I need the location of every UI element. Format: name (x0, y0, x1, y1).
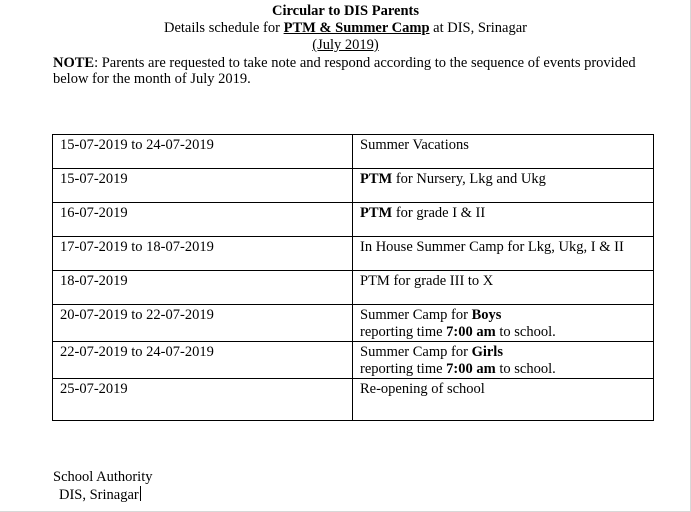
subtitle-prefix: Details schedule for (164, 20, 284, 36)
signature-block (53, 469, 153, 504)
date-cell: 15-07-2019 (53, 169, 353, 203)
event-line2-text: reporting time (360, 361, 447, 377)
subtitle-bold: PTM & Summer Camp (283, 20, 430, 36)
note-label: NOTE (53, 55, 95, 71)
event-line2-suffix: to school. (495, 361, 556, 377)
event-cell (353, 342, 654, 379)
document-header (0, 3, 691, 54)
schedule-table (52, 134, 654, 421)
signature-place: DIS, Srinagar (59, 487, 139, 503)
event-bold: Boys (471, 307, 502, 323)
event-line2-suffix: to school. (495, 324, 556, 340)
event-cell (353, 379, 654, 421)
table-row (53, 305, 654, 342)
event-line2-text: reporting time (360, 324, 447, 340)
table-row (53, 237, 654, 271)
event-text: Summer Camp for (360, 307, 472, 323)
signature-place-line[interactable] (53, 486, 153, 504)
event-bold: PTM (360, 171, 393, 187)
event-text: In House Summer Camp for Lkg, Ukg, I & II (360, 239, 624, 255)
date-cell: 22-07-2019 to 24-07-2019 (53, 342, 353, 379)
event-text: Summer Camp for (360, 344, 472, 360)
event-text: PTM for grade III to X (360, 273, 494, 289)
table-row (53, 342, 654, 379)
event-cell (353, 203, 654, 237)
event-text: for grade I & II (392, 205, 486, 221)
table-row (53, 379, 654, 421)
date-cell: 18-07-2019 (53, 271, 353, 305)
event-line2-bold: 7:00 am (446, 324, 496, 340)
signature-authority: School Authority (53, 469, 153, 485)
circular-month: (July 2019) (312, 37, 379, 53)
text-cursor (140, 486, 141, 501)
table-row (53, 135, 654, 169)
date-cell: 17-07-2019 to 18-07-2019 (53, 237, 353, 271)
circular-title: Circular to DIS Parents (271, 3, 419, 19)
event-text: Re-opening of school (360, 381, 485, 397)
circular-subtitle (0, 20, 691, 37)
subtitle-suffix: at DIS, Srinagar (429, 20, 527, 36)
event-cell (353, 237, 654, 271)
event-bold: PTM (360, 205, 393, 221)
event-cell (353, 169, 654, 203)
date-cell: 16-07-2019 (53, 203, 353, 237)
event-bold: Girls (471, 344, 503, 360)
event-cell (353, 271, 654, 305)
note-paragraph (53, 55, 653, 87)
date-cell: 15-07-2019 to 24-07-2019 (53, 135, 353, 169)
date-cell: 25-07-2019 (53, 379, 353, 421)
event-line2-bold: 7:00 am (446, 361, 496, 377)
event-text: Summer Vacations (360, 137, 469, 153)
note-text: : Parents are requested to take note and respond according to the sequence of events provided below for the month of July 2019. (53, 55, 636, 87)
date-cell: 20-07-2019 to 22-07-2019 (53, 305, 353, 342)
table-row (53, 169, 654, 203)
event-cell (353, 305, 654, 342)
table-row (53, 203, 654, 237)
event-cell (353, 135, 654, 169)
event-text: for Nursery, Lkg and Ukg (392, 171, 546, 187)
table-row (53, 271, 654, 305)
